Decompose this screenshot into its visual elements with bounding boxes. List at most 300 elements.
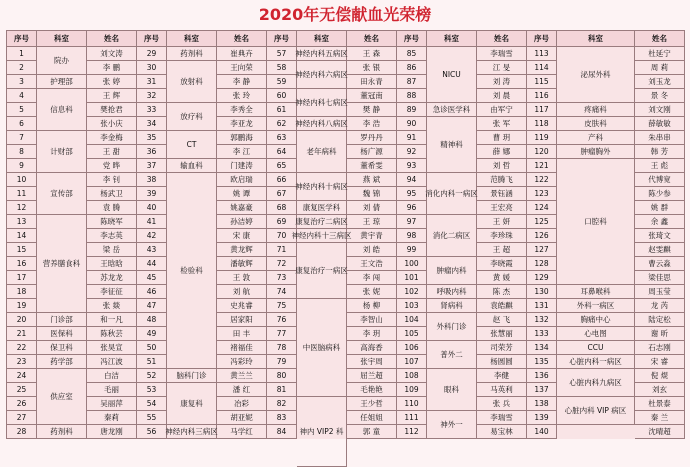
department-cell: 疼痛科 bbox=[557, 103, 635, 117]
department-cell: 康复科 bbox=[167, 383, 217, 425]
row-number: 67 bbox=[267, 187, 297, 201]
donor-name: 秦莉 bbox=[87, 411, 137, 425]
row-number: 30 bbox=[137, 61, 167, 75]
donor-name: 石志刚 bbox=[635, 341, 685, 355]
row-number: 104 bbox=[397, 313, 427, 327]
row-number: 24 bbox=[7, 369, 37, 383]
row-number: 120 bbox=[527, 145, 557, 159]
row-number: 62 bbox=[267, 117, 297, 131]
donor-name: 高海香 bbox=[347, 341, 397, 355]
row-number: 4 bbox=[7, 89, 37, 103]
donor-name: 宋 睿 bbox=[635, 355, 685, 369]
row-number: 132 bbox=[527, 313, 557, 327]
row-number: 114 bbox=[527, 61, 557, 75]
donor-name: 刘 航 bbox=[217, 285, 267, 299]
row-number: 92 bbox=[397, 145, 427, 159]
donor-honor-table bbox=[6, 30, 685, 439]
row-number: 5 bbox=[7, 103, 37, 117]
donor-name: 王少哲 bbox=[347, 397, 397, 411]
donor-name: 刘 晨 bbox=[477, 89, 527, 103]
donor-name: 代博宽 bbox=[635, 173, 685, 187]
donor-name: 张 婷 bbox=[87, 75, 137, 89]
department-cell: 神经内科十病区 bbox=[297, 173, 347, 201]
department-cell: 口腔科 bbox=[557, 159, 635, 285]
header-department: 科室 bbox=[557, 31, 635, 47]
row-number: 3 bbox=[7, 75, 37, 89]
row-number: 13 bbox=[7, 215, 37, 229]
department-cell: 宣传部 bbox=[37, 173, 87, 215]
department-cell: 医保科 bbox=[37, 327, 87, 341]
row-number: 41 bbox=[137, 215, 167, 229]
header-name: 姓名 bbox=[87, 31, 137, 47]
donor-name: 董希雯 bbox=[347, 159, 397, 173]
row-number: 135 bbox=[527, 355, 557, 369]
row-number: 40 bbox=[137, 201, 167, 215]
department-cell: 药剂科 bbox=[37, 425, 87, 439]
donor-name: 樊 静 bbox=[347, 103, 397, 117]
donor-name: 王 彪 bbox=[635, 159, 685, 173]
donor-name: 董冠南 bbox=[347, 89, 397, 103]
donor-name: 杨 柳 bbox=[347, 299, 397, 313]
row-number: 96 bbox=[397, 201, 427, 215]
donor-name: 屈兰超 bbox=[347, 369, 397, 383]
row-number: 84 bbox=[267, 425, 297, 439]
department-cell: 脑科门诊 bbox=[167, 369, 217, 383]
row-number: 118 bbox=[527, 117, 557, 131]
donor-name: 陆定松 bbox=[635, 313, 685, 327]
row-number: 136 bbox=[527, 369, 557, 383]
donor-name: 倪 焜 bbox=[635, 369, 685, 383]
donor-name: 王 敦 bbox=[217, 271, 267, 285]
department-cell: 保卫科 bbox=[37, 341, 87, 355]
donor-name: 潘敏辉 bbox=[217, 257, 267, 271]
row-number: 36 bbox=[137, 145, 167, 159]
row-number: 98 bbox=[397, 229, 427, 243]
donor-name: 李智山 bbox=[347, 313, 397, 327]
donor-name: 居家阳 bbox=[217, 313, 267, 327]
row-number: 91 bbox=[397, 131, 427, 145]
department-cell: 神经内科五病区 bbox=[297, 47, 347, 61]
department-cell: 神经内科三病区 bbox=[167, 425, 217, 439]
donor-name: 吴丽萍 bbox=[87, 397, 137, 411]
row-number: 107 bbox=[397, 355, 427, 369]
donor-name: 郭鹏海 bbox=[217, 131, 267, 145]
donor-name: 龙 芮 bbox=[635, 299, 685, 313]
department-cell: 放疗科 bbox=[167, 103, 217, 131]
department-cell: NICU bbox=[427, 47, 477, 103]
donor-name: 姚 谭 bbox=[217, 187, 267, 201]
donor-name: 范腾飞 bbox=[477, 173, 527, 187]
department-cell: 眼科 bbox=[427, 369, 477, 411]
donor-name: 王 甜 bbox=[87, 145, 137, 159]
row-number: 15 bbox=[7, 243, 37, 257]
donor-name: 褚福佳 bbox=[217, 341, 267, 355]
department-cell: 药剂科 bbox=[167, 47, 217, 61]
donor-name: 毛丽 bbox=[87, 383, 137, 397]
donor-name: 崔典卉 bbox=[217, 47, 267, 61]
row-number: 121 bbox=[527, 159, 557, 173]
department-cell: 放射科 bbox=[167, 61, 217, 103]
row-number: 78 bbox=[267, 341, 297, 355]
donor-name: 杨广源 bbox=[347, 145, 397, 159]
row-number: 34 bbox=[137, 117, 167, 131]
donor-name: 李 闯 bbox=[347, 271, 397, 285]
row-number: 72 bbox=[267, 257, 297, 271]
donor-name: 李 鹏 bbox=[87, 61, 137, 75]
donor-name: 毛艳艳 bbox=[347, 383, 397, 397]
row-number: 39 bbox=[137, 187, 167, 201]
row-number: 71 bbox=[267, 243, 297, 257]
department-cell: 泌尿外科 bbox=[557, 47, 635, 103]
row-number: 44 bbox=[137, 257, 167, 271]
row-number: 124 bbox=[527, 201, 557, 215]
row-number: 90 bbox=[397, 117, 427, 131]
donor-name: 李 钊 bbox=[87, 173, 137, 187]
department-cell: 产科 bbox=[557, 131, 635, 145]
page-title: 2020年无偿献血光荣榜 bbox=[258, 5, 432, 24]
donor-name: 陈少参 bbox=[635, 187, 685, 201]
donor-name: 张慧丽 bbox=[477, 327, 527, 341]
row-number: 69 bbox=[267, 215, 297, 229]
row-number: 88 bbox=[397, 89, 427, 103]
row-number: 93 bbox=[397, 159, 427, 173]
department-cell: 精神科 bbox=[427, 117, 477, 173]
department-cell: 耳鼻喉科 bbox=[557, 285, 635, 299]
header-number: 序号 bbox=[267, 31, 297, 47]
donor-name: 王宏亮 bbox=[477, 201, 527, 215]
donor-name: 李 静 bbox=[217, 75, 267, 89]
row-number: 127 bbox=[527, 243, 557, 257]
row-number: 48 bbox=[137, 313, 167, 327]
donor-name: 秦 兰 bbox=[635, 411, 685, 425]
row-number: 16 bbox=[7, 257, 37, 271]
donor-name: 李金梅 bbox=[87, 131, 137, 145]
donor-name: 刘玉龙 bbox=[635, 75, 685, 89]
donor-name: 李 江 bbox=[217, 145, 267, 159]
row-number: 52 bbox=[137, 369, 167, 383]
department-cell: 营养膳食科 bbox=[37, 215, 87, 313]
donor-name: 李秀全 bbox=[217, 103, 267, 117]
header-department: 科室 bbox=[37, 31, 87, 47]
department-cell: 呼吸内科 bbox=[427, 285, 477, 299]
department-cell: 康复医学科 bbox=[297, 201, 347, 215]
donor-name: 刘文涛 bbox=[87, 47, 137, 61]
row-number: 23 bbox=[7, 355, 37, 369]
donor-name: 由军宁 bbox=[477, 103, 527, 117]
department-cell: 供应室 bbox=[37, 369, 87, 425]
row-number: 49 bbox=[137, 327, 167, 341]
donor-name: 黄龙辉 bbox=[217, 243, 267, 257]
row-number: 87 bbox=[397, 75, 427, 89]
header-number: 序号 bbox=[7, 31, 37, 47]
row-number: 102 bbox=[397, 285, 427, 299]
donor-name: 杜延宁 bbox=[635, 47, 685, 61]
donor-name: 张昊宣 bbox=[87, 341, 137, 355]
donor-name: 李瑞雪 bbox=[477, 47, 527, 61]
row-number: 6 bbox=[7, 117, 37, 131]
row-number: 134 bbox=[527, 341, 557, 355]
row-number: 11 bbox=[7, 187, 37, 201]
donor-name: 谢 昕 bbox=[635, 327, 685, 341]
donor-name: 田 丰 bbox=[217, 327, 267, 341]
row-number: 110 bbox=[397, 397, 427, 411]
department-cell: 心脏内科 VIP 病区 bbox=[557, 397, 635, 425]
row-number: 35 bbox=[137, 131, 167, 145]
donor-name: 孙洁婷 bbox=[217, 215, 267, 229]
donor-name: 李瑞雪 bbox=[477, 411, 527, 425]
row-number: 75 bbox=[267, 299, 297, 313]
donor-name: 姚嘉豪 bbox=[217, 201, 267, 215]
header-name: 姓名 bbox=[477, 31, 527, 47]
department-cell: 心脏内科九病区 bbox=[557, 369, 635, 397]
donor-name: 王文浩 bbox=[347, 257, 397, 271]
header-department: 科室 bbox=[427, 31, 477, 47]
row-number: 61 bbox=[267, 103, 297, 117]
donor-name: 史兆睿 bbox=[217, 299, 267, 313]
row-number: 137 bbox=[527, 383, 557, 397]
donor-name: 张 妮 bbox=[347, 285, 397, 299]
row-number: 112 bbox=[397, 425, 427, 439]
row-number: 14 bbox=[7, 229, 37, 243]
row-number: 38 bbox=[137, 173, 167, 187]
row-number: 133 bbox=[527, 327, 557, 341]
row-number: 139 bbox=[527, 411, 557, 425]
donor-name: 唐龙刚 bbox=[87, 425, 137, 439]
donor-name: 张 军 bbox=[477, 117, 527, 131]
donor-name: 景 冬 bbox=[635, 89, 685, 103]
donor-name: 党 晔 bbox=[87, 159, 137, 173]
donor-name: 张宇周 bbox=[347, 355, 397, 369]
donor-name: 李志英 bbox=[87, 229, 137, 243]
donor-name: 陈 杰 bbox=[477, 285, 527, 299]
donor-name: 周玉莹 bbox=[635, 285, 685, 299]
donor-name: 刘 皓 bbox=[347, 243, 397, 257]
donor-name: 袁皓麒 bbox=[477, 299, 527, 313]
row-number: 85 bbox=[397, 47, 427, 61]
donor-name: 易宝林 bbox=[477, 425, 527, 439]
donor-name: 王 森 bbox=[347, 47, 397, 61]
row-number: 81 bbox=[267, 383, 297, 397]
donor-name: 胡亚妮 bbox=[217, 411, 267, 425]
donor-name: 张 银 bbox=[347, 61, 397, 75]
row-number: 74 bbox=[267, 285, 297, 299]
donor-name: 周 莉 bbox=[635, 61, 685, 75]
donor-name: 梁 岳 bbox=[87, 243, 137, 257]
header-number: 序号 bbox=[397, 31, 427, 47]
donor-name: 赵雯麒 bbox=[635, 243, 685, 257]
donor-name: 刘 倩 bbox=[347, 201, 397, 215]
row-number: 60 bbox=[267, 89, 297, 103]
donor-name: 薛敏敏 bbox=[635, 117, 685, 131]
donor-name: 李征征 bbox=[87, 285, 137, 299]
row-number: 86 bbox=[397, 61, 427, 75]
row-number: 54 bbox=[137, 397, 167, 411]
department-cell: 神经内科六病区 bbox=[297, 61, 347, 89]
donor-name: 景钰涵 bbox=[477, 187, 527, 201]
donor-name: 杨圆圆 bbox=[477, 355, 527, 369]
row-number: 108 bbox=[397, 369, 427, 383]
row-number: 33 bbox=[137, 103, 167, 117]
donor-name: 梁佳思 bbox=[635, 271, 685, 285]
donor-name: 潘 红 bbox=[217, 383, 267, 397]
row-number: 100 bbox=[397, 257, 427, 271]
donor-name: 罗丹丹 bbox=[347, 131, 397, 145]
row-number: 105 bbox=[397, 327, 427, 341]
row-number: 20 bbox=[7, 313, 37, 327]
donor-name: 刘玄 bbox=[635, 383, 685, 397]
donor-name: 李珍珠 bbox=[477, 229, 527, 243]
donor-name: 姚 群 bbox=[635, 201, 685, 215]
department-cell: 神经内科十三病区 bbox=[297, 229, 347, 243]
row-number: 126 bbox=[527, 229, 557, 243]
donor-name: 田永青 bbox=[347, 75, 397, 89]
row-number: 1 bbox=[7, 47, 37, 61]
row-number: 79 bbox=[267, 355, 297, 369]
donor-name: 陈晓军 bbox=[87, 215, 137, 229]
department-cell: 心脏内科一病区 bbox=[557, 355, 635, 369]
row-number: 12 bbox=[7, 201, 37, 215]
department-cell: 门诊部 bbox=[37, 313, 87, 327]
row-number: 119 bbox=[527, 131, 557, 145]
header-number: 序号 bbox=[527, 31, 557, 47]
donor-name: 司荣芳 bbox=[477, 341, 527, 355]
department-cell: 输血科 bbox=[167, 159, 217, 173]
row-number: 42 bbox=[137, 229, 167, 243]
donor-name: 李晓霞 bbox=[477, 257, 527, 271]
row-number: 47 bbox=[137, 299, 167, 313]
row-number: 68 bbox=[267, 201, 297, 215]
header-department: 科室 bbox=[297, 31, 347, 47]
header-name: 姓名 bbox=[635, 31, 685, 47]
donor-name: 朱串串 bbox=[635, 131, 685, 145]
row-number: 95 bbox=[397, 187, 427, 201]
header-number: 序号 bbox=[137, 31, 167, 47]
row-number: 122 bbox=[527, 173, 557, 187]
donor-name: 冯江波 bbox=[87, 355, 137, 369]
row-number: 103 bbox=[397, 299, 427, 313]
row-number: 17 bbox=[7, 271, 37, 285]
donor-name: 王晗晗 bbox=[87, 257, 137, 271]
row-number: 59 bbox=[267, 75, 297, 89]
department-cell: 神经内科八病区 bbox=[297, 117, 347, 131]
donor-name: 樊抢君 bbox=[87, 103, 137, 117]
row-number: 140 bbox=[527, 425, 557, 439]
department-cell: 院办 bbox=[37, 47, 87, 75]
donor-name: 袁 腾 bbox=[87, 201, 137, 215]
row-number: 77 bbox=[267, 327, 297, 341]
row-number: 32 bbox=[137, 89, 167, 103]
row-number: 65 bbox=[267, 159, 297, 173]
donor-name: 白洁 bbox=[87, 369, 137, 383]
row-number: 101 bbox=[397, 271, 427, 285]
row-number: 55 bbox=[137, 411, 167, 425]
department-cell: 肿瘤内科 bbox=[427, 257, 477, 285]
donor-name: 刘文刚 bbox=[635, 103, 685, 117]
donor-name: 王 辉 bbox=[87, 89, 137, 103]
department-cell: 急诊医学科 bbox=[427, 103, 477, 117]
row-number: 18 bbox=[7, 285, 37, 299]
header-department: 科室 bbox=[167, 31, 217, 47]
donor-name: 马学红 bbox=[217, 425, 267, 439]
donor-name: 黄 媛 bbox=[477, 271, 527, 285]
row-number: 26 bbox=[7, 397, 37, 411]
row-number: 25 bbox=[7, 383, 37, 397]
donor-name: 王 妍 bbox=[477, 215, 527, 229]
row-number: 138 bbox=[527, 397, 557, 411]
department-cell: 神内 VIP2 科 bbox=[297, 397, 347, 467]
donor-name: 任姐姐 bbox=[347, 411, 397, 425]
department-cell: 康复治疗一病区 bbox=[297, 243, 347, 299]
row-number: 123 bbox=[527, 187, 557, 201]
donor-name: 曹云淼 bbox=[635, 257, 685, 271]
row-number: 128 bbox=[527, 257, 557, 271]
row-number: 64 bbox=[267, 145, 297, 159]
department-cell: 神外一 bbox=[427, 411, 477, 439]
donor-name: 沈晴超 bbox=[635, 425, 685, 439]
donor-name: 薛 娜 bbox=[477, 145, 527, 159]
department-cell: 肾病科 bbox=[427, 299, 477, 313]
row-number: 89 bbox=[397, 103, 427, 117]
row-number: 43 bbox=[137, 243, 167, 257]
row-number: 29 bbox=[137, 47, 167, 61]
row-number: 19 bbox=[7, 299, 37, 313]
row-number: 56 bbox=[137, 425, 167, 439]
row-number: 116 bbox=[527, 89, 557, 103]
row-number: 76 bbox=[267, 313, 297, 327]
donor-name: 张 燚 bbox=[87, 299, 137, 313]
row-number: 10 bbox=[7, 173, 37, 187]
department-cell: 外科一病区 bbox=[557, 299, 635, 313]
department-cell: 胸痛中心 bbox=[557, 313, 635, 327]
donor-name: 冶彩 bbox=[217, 397, 267, 411]
row-number: 9 bbox=[7, 159, 37, 173]
donor-name: 黄宇青 bbox=[347, 229, 397, 243]
donor-name: 王 超 bbox=[477, 243, 527, 257]
row-number: 113 bbox=[527, 47, 557, 61]
header-name: 姓名 bbox=[347, 31, 397, 47]
row-number: 37 bbox=[137, 159, 167, 173]
donor-name: 杨武卫 bbox=[87, 187, 137, 201]
row-number: 131 bbox=[527, 299, 557, 313]
row-number: 106 bbox=[397, 341, 427, 355]
row-number: 22 bbox=[7, 341, 37, 355]
row-number: 31 bbox=[137, 75, 167, 89]
row-number: 117 bbox=[527, 103, 557, 117]
donor-name: 余 鑫 bbox=[635, 215, 685, 229]
row-number: 63 bbox=[267, 131, 297, 145]
department-cell: 中医脑病科 bbox=[297, 299, 347, 397]
row-number: 111 bbox=[397, 411, 427, 425]
donor-name: 陈秋芸 bbox=[87, 327, 137, 341]
department-cell: 消化二病区 bbox=[427, 215, 477, 257]
donor-name: 李 浩 bbox=[347, 117, 397, 131]
donor-name: 刘 涛 bbox=[477, 75, 527, 89]
donor-name: 李健 bbox=[477, 369, 527, 383]
donor-name: 张 兵 bbox=[477, 397, 527, 411]
donor-name: 李亚龙 bbox=[217, 117, 267, 131]
row-number: 8 bbox=[7, 145, 37, 159]
donor-name: 郭 童 bbox=[347, 425, 397, 439]
row-number: 82 bbox=[267, 397, 297, 411]
row-number: 21 bbox=[7, 327, 37, 341]
row-number: 109 bbox=[397, 383, 427, 397]
row-number: 2 bbox=[7, 61, 37, 75]
row-number: 53 bbox=[137, 383, 167, 397]
donor-name: 冯彩玲 bbox=[217, 355, 267, 369]
row-number: 27 bbox=[7, 411, 37, 425]
department-cell: 计财部 bbox=[37, 131, 87, 173]
row-number: 45 bbox=[137, 271, 167, 285]
